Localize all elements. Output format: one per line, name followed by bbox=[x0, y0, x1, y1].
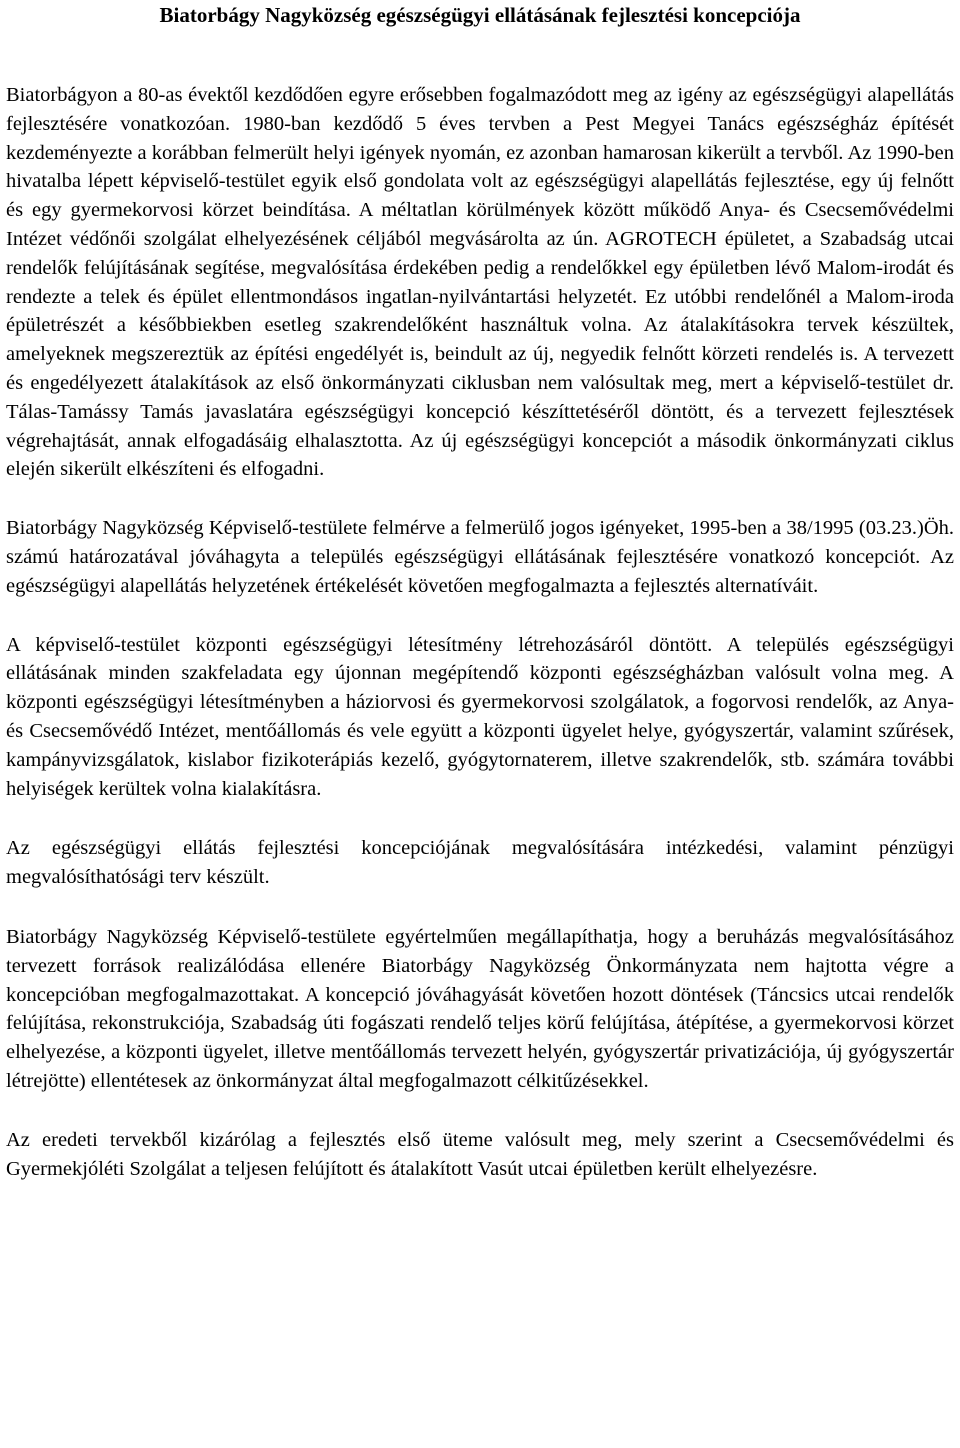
paragraph-assessment: Biatorbágy Nagyközség Képviselő-testülete egyértelműen megállapíthatja, hogy a beruházás megvalósításához tervezett források realizálódása ellenére Biatorbágy Nagyközség Önkormányzata nem hajtotta végre a koncepcióban megfogalmazottakat. A koncepció jóváhagyását követően hozott döntések (Táncsics utcai rendelők felújítása, rekonstrukciója, Szabadság úti fogászati rendelő teljes körű felújítása, átépítése, a gyermekorvosi körzet elhelyezése, a központi ügyelet, illetve mentőállomás tervezett helyén, gyógyszertár privatizációja, új gyógyszertár létrejötte) ellentétesek az önkormányzat által megfogalmazott célkitűzésekkel. bbox=[6, 925, 954, 1092]
paragraph-concept-approval: Biatorbágy Nagyközség Képviselő-testülete felmérve a felmerülő jogos igényeket, 1995-ben a 38/1995 (03.23.)Öh. számú határozatával jóváhagyta a település egészségügyi ellátásának fejlesztésére vonatkozó koncepciót. Az egészségügyi alapellátás helyzetének értékelését követően megfogalmazta a fejlesztés alternatíváit. bbox=[6, 517, 954, 597]
document-title: Biatorbágy Nagyközség egészségügyi ellátásának fejlesztési koncepciója bbox=[159, 3, 801, 27]
paragraph-first-phase: Az eredeti tervekből kizárólag a fejlesztés első üteme valósult meg, mely szerint a Csecsemővédelmi és Gyermekjóléti Szolgálat a teljesen felújított és átalakított Vasút utcai épületben került elhelyezésre. bbox=[6, 1128, 954, 1180]
paragraph-central-facility: A képviselő-testület központi egészségügyi létesítmény létrehozásáról döntött. A település egészségügyi ellátásának minden szakfeladata egy újonnan megépítendő központi egészségházban valósult volna meg. A központi egészségügyi létesítményben a háziorvosi és gyermekorvosi szolgálatok, a fogorvosi rendelők, az Anya- és Csecsemővédő Intézet, mentőállomás és vele együtt a központi ügyelet helye, gyógyszertár, valamint szűrések, kampányvizsgálatok, kislabor fizikoterápiás kezelő, gyógytornaterem, illetve szakrendelők, stb. számára további helyiségek kerültek volna kialakításra. bbox=[6, 633, 954, 800]
paragraph-history: Biatorbágyon a 80-as évektől kezdődően egyre erősebben fogalmazódott meg az igény az egészségügyi alapellátás fejlesztésére vonatkozóan. 1980-ban kezdődő 5 éves tervben a Pest Megyei Tanács egészségház építését kezdeményezte a korábban felmerült helyi igények nyomán, ez azonban hamarosan kikerült a tervből. Az 1990-ben hivatalba lépett képviselő-testület egyik első gondolata volt az egészségügyi alapellátás fejlesztése, egy új felnőtt és egy gyermekorvosi körzet beindítása. A méltatlan körülmények között működő Anya- és Csecsemővédelmi Intézet védőnői szolgálat elhelyezésének céljából megvásárolta az ún. AGROTECH épületet, a Szabadság utcai rendelők felújításának segítése, megvalósítása érdekében pedig a rendelőkkel egy épületben lévő Malom-irodát és rendezte a telek és épület ellentmondásos ingatlan-nyilvántartási helyzetét. Ez utóbbi rendelőnél a Malom-iroda épületrészét a későbbiekben esetleg szakrendelőként használtuk volna. Az átalakításokra tervek készültek, amelyeknek megszereztük az építési engedélyét is, beindult az új, negyedik felnőtt körzeti rendelés is. A tervezett és engedélyezett átalakítások az első önkormányzati ciklusban nem valósultak meg, mert a képviselő-testület dr. Tálas-Tamássy Tamás javaslatára egészségügyi koncepció készíttetéséről döntött, és a tervezett fejlesztések végrehajtását, annak elfogadásáig elhalasztotta. Az új egészségügyi koncepciót a második önkormányzati ciklus elején sikerült elkészíteni és elfogadni. bbox=[6, 84, 954, 481]
paragraph-financial-plan: Az egészségügyi ellátás fejlesztési koncepciójának megvalósítására intézkedési, valamint pénzügyi megvalósíthatósági terv készült. bbox=[6, 837, 954, 889]
